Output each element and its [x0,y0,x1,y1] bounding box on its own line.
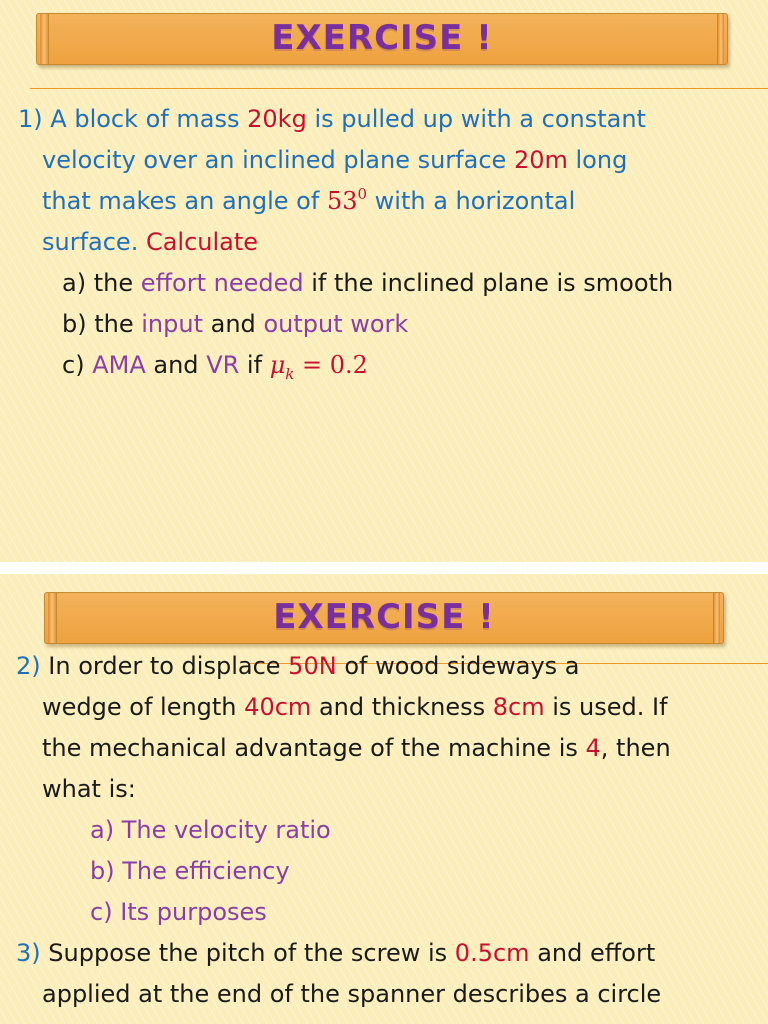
calculate-label: Calculate [145,228,259,256]
wedge-thickness: 8cm [492,693,545,721]
q3-number: 3) [16,939,41,967]
q2-part-a: a) The velocity ratio [90,816,331,844]
q2-line-2: wedge of length 40cm and thickness 8cm is used. If [42,693,668,721]
pitch-value: 0.5cm [454,939,530,967]
q2-line-1: 2) In order to displace 50N of wood sideways a [16,652,580,680]
q1-line-4: surface. Calculate [42,228,259,256]
q1-line-1: 1) A block of mass 20kg is pulled up with a constant [18,105,646,133]
q2-part-b: b) The efficiency [90,857,290,885]
slide-title: EXERCISE ! [271,18,493,58]
q1-part-b: b) the input and output work [62,310,409,338]
friction-coefficient: $\mu_k = 0.2$ [269,351,368,383]
q1-line-3: that makes an angle of $53^0$ with a horizontal [42,185,576,215]
mass-value: 20kg [247,105,307,133]
q1-number: 1) [18,105,43,133]
q2-line-3: the mechanical advantage of the machine is 4, then [42,734,671,762]
slide-title: EXERCISE ! [273,597,495,637]
q3-line-1: 3) Suppose the pitch of the screw is 0.5cm and effort [16,939,656,967]
q2-line-4: what is: [42,775,136,803]
q1-part-c: c) AMA and VR if $\mu_k = 0.2$ [62,351,368,383]
force-value: 50N [288,652,337,680]
slide-gap [0,562,768,574]
q2-number: 2) [16,652,41,680]
slide-2 [0,574,768,1024]
q1-part-a: a) the effort needed if the inclined plane is smooth [62,269,674,297]
length-value: 20m [513,146,568,174]
wedge-length: 40cm [244,693,312,721]
angle-value: $53^0$ [326,185,368,215]
q1-line-2: velocity over an inclined plane surface 20m long [42,146,628,174]
ma-value: 4 [585,734,601,762]
divider-line [30,88,768,89]
q2-part-c: c) Its purposes [90,898,267,926]
title-banner [44,592,724,644]
q3-line-2: applied at the end of the spanner describes a circle [42,980,662,1008]
title-banner [36,13,728,65]
